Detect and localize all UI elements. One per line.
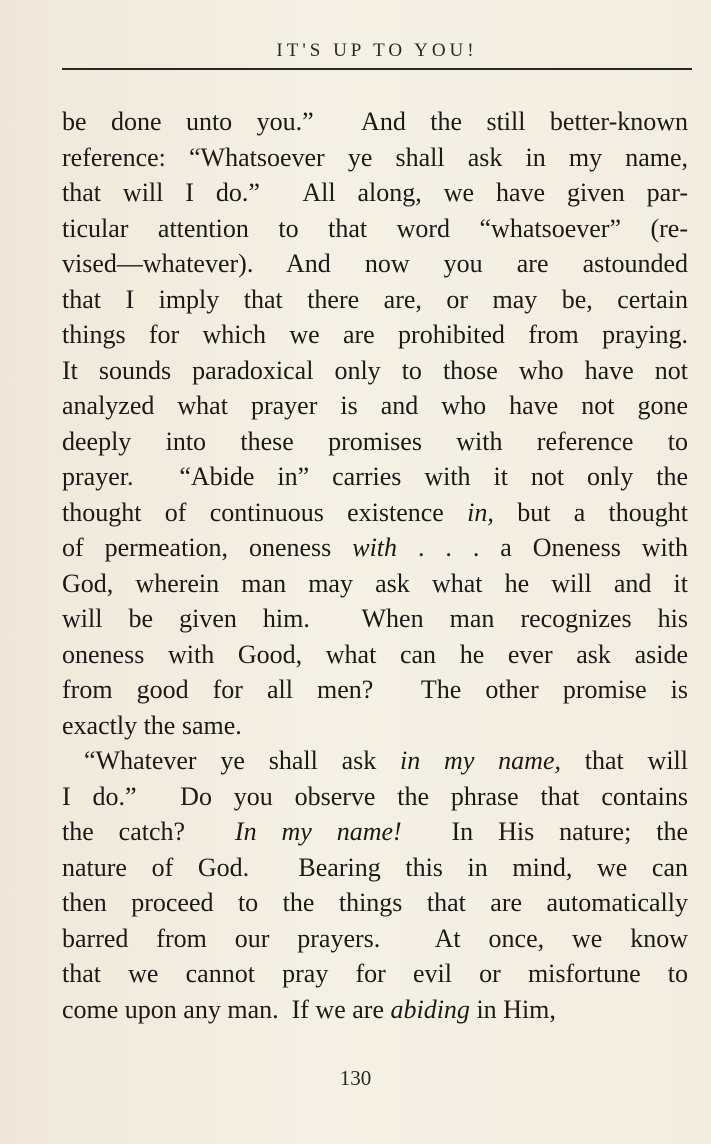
text-segment: in Him, (469, 994, 556, 1024)
text-line (62, 814, 688, 850)
text-segment: thought of continuous existence (62, 497, 468, 527)
text-segment: of permeation, oneness (62, 533, 353, 562)
text-segment: will be given him. When man recognizes his (62, 604, 688, 633)
page-number: 130 (339, 1066, 372, 1090)
text-segment: things for which we are prohibited from praying. (62, 320, 688, 349)
text-line (62, 921, 688, 957)
text-line (62, 956, 688, 992)
text-line (62, 637, 688, 673)
text-segment: come upon any man. If we are (62, 994, 391, 1024)
text-line (62, 885, 688, 921)
text-segment: that I imply that there are, or may be, certain (62, 284, 688, 314)
text-line (62, 211, 688, 247)
text-line (62, 388, 688, 424)
text-segment: analyzed what prayer is and who have not gone (62, 391, 688, 420)
text-line (62, 353, 688, 389)
text-segment: from good for all men? The other promise is (62, 675, 688, 704)
text-segment: deeply into these promises with reference to (62, 426, 688, 456)
text-segment: that we cannot pray for evil or misfortune to (62, 959, 688, 988)
text-line (62, 246, 688, 282)
text-segment: It sounds paradoxical only to those who have not (62, 355, 688, 385)
text-segment: exactly the same. (62, 710, 242, 740)
text-segment: vised—whatever). And now you are astounded (62, 249, 688, 278)
text-segment: the catch? (62, 817, 235, 846)
text-line (62, 672, 688, 708)
text-segment: oneness with Good, what can he ever ask aside (62, 639, 688, 669)
text-segment: that will I do.” All along, we have given par- (62, 178, 688, 207)
italic-text: abiding (390, 994, 470, 1024)
text-segment: God, wherein man may ask what he will and it (62, 568, 688, 598)
text-line (62, 992, 688, 1028)
text-line (62, 175, 688, 211)
text-line (62, 459, 688, 495)
italic-text: in, (467, 497, 494, 527)
text-segment: but a thought (493, 497, 688, 527)
text-line (62, 530, 688, 566)
italic-text: in my name, (400, 746, 561, 775)
text-segment: prayer. “Abide in” carries with it not only the (62, 462, 688, 491)
text-segment: In His nature; the (401, 817, 688, 846)
text-segment: ticular attention to that word “whatsoever” (re- (62, 213, 688, 243)
text-line (62, 708, 688, 744)
text-line (62, 495, 688, 531)
text-segment: reference: “Whatsoever ye shall ask in my name, (62, 142, 688, 172)
header-rule (62, 68, 692, 70)
text-segment: I do.” Do you observe the phrase that contains (62, 781, 688, 811)
text-segment: then proceed to the things that are automatically (62, 888, 688, 917)
text-line (62, 850, 688, 886)
text-segment: be done unto you.” And the still better-known (62, 107, 688, 136)
text-line (62, 282, 688, 318)
text-segment: “Whatever ye shall ask (84, 746, 401, 775)
body-text (62, 104, 688, 1027)
text-segment: . . . a Oneness with (397, 533, 688, 562)
text-segment: barred from our prayers. At once, we know (62, 923, 688, 953)
italic-text: In my name! (234, 817, 402, 846)
text-segment: nature of God. Bearing this in mind, we can (62, 852, 688, 882)
text-line (62, 601, 688, 637)
text-line (62, 317, 688, 353)
text-segment: that will (560, 746, 688, 775)
text-line (62, 566, 688, 602)
text-line (62, 779, 688, 815)
text-line (62, 424, 688, 460)
italic-text: with (352, 533, 398, 562)
text-line (62, 104, 688, 140)
text-line (62, 743, 688, 779)
text-line (62, 140, 688, 176)
running-head: IT'S UP TO YOU! (276, 40, 478, 61)
